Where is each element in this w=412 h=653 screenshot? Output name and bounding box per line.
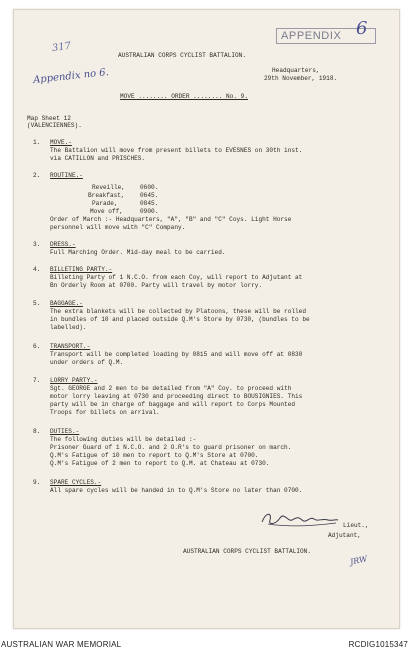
routine-note-line: Order of March :- Headquarters, "A", "B" and "C" Coys. Light Horse bbox=[50, 216, 292, 223]
section-body-line: labelled). bbox=[50, 324, 87, 331]
handwritten-initials: JRW bbox=[349, 554, 369, 567]
section-heading-duties: DUTIES.- bbox=[50, 428, 80, 435]
section-body-line: All spare cycles will be handed in to Q.M's Store no later than 0700. bbox=[50, 487, 303, 494]
routine-time: 0900. bbox=[140, 208, 159, 215]
section-body-line: Billeting Party of 1 N.C.O. from each Coy, will report to Adjutant at bbox=[50, 274, 303, 281]
section-body-line: Q.M's Fatigue of 2 men to report to Q.M. at Chateau at 0730. bbox=[50, 460, 270, 467]
section-number: 9. bbox=[33, 479, 41, 486]
section-heading-dress: DRESS.- bbox=[50, 241, 76, 248]
routine-time: 0645. bbox=[140, 192, 159, 199]
order-title: MOVE ........ ORDER ........ No. 9. bbox=[120, 93, 248, 100]
section-number: 6. bbox=[33, 343, 41, 350]
map-sheet: Map Sheet 12 bbox=[27, 115, 71, 122]
section-body-line: via CATILLON and PRISCHES. bbox=[50, 155, 146, 162]
section-body-line: Transport will be completed loading by 0815 and will move off at 0830 bbox=[50, 351, 303, 358]
routine-label: Move off, bbox=[90, 208, 123, 215]
handwritten-signature bbox=[258, 508, 340, 530]
section-body-line: Q.M's Fatigue of 10 men to report to Q.M's Store at 0700. bbox=[50, 452, 259, 459]
section-body-line: Troops for billets on arrival. bbox=[50, 409, 160, 416]
section-heading-baggage: BAGGAGE.- bbox=[50, 300, 83, 307]
section-body-line: under orders of Q.M. bbox=[50, 359, 124, 366]
section-number: 2. bbox=[33, 172, 41, 179]
section-number: 3. bbox=[33, 241, 41, 248]
routine-label: Parade, bbox=[92, 200, 118, 207]
appendix-note-handwritten: Appendix no 6. bbox=[32, 67, 110, 86]
section-heading-transport: TRANSPORT.- bbox=[50, 343, 91, 350]
routine-note-line: personnel will move with "C" Company. bbox=[50, 224, 186, 231]
unit-heading: AUSTRALIAN CORPS CYCLIST BATTALION. bbox=[118, 52, 246, 59]
section-body-line: The Battalion will move from present billets to EVESNES on 30th inst. bbox=[50, 147, 303, 154]
section-number: 4. bbox=[33, 266, 41, 273]
routine-label: Breakfast, bbox=[88, 192, 125, 199]
signature-role: Adjutant, bbox=[328, 532, 361, 539]
map-name: (VALENCIENNES). bbox=[27, 122, 82, 129]
header-date: 29th November, 1918. bbox=[264, 75, 338, 82]
section-number: 5. bbox=[33, 300, 41, 307]
footer-archive-name: AUSTRALIAN WAR MEMORIAL bbox=[1, 640, 122, 649]
routine-time: 0600. bbox=[140, 184, 159, 191]
section-number: 8. bbox=[33, 428, 41, 435]
header-location: Headquarters, bbox=[272, 67, 320, 74]
appendix-number-handwritten: 6 bbox=[356, 18, 368, 39]
signature-unit: AUSTRALIAN CORPS CYCLIST BATTALION. bbox=[183, 548, 311, 555]
routine-label: Reveille, bbox=[92, 184, 125, 191]
section-heading-billeting: BILLETING PARTY.- bbox=[50, 266, 113, 273]
section-number: 7. bbox=[33, 377, 41, 384]
section-body-line: Prisoner Guard of 1 N.C.O. and 2 O.R's to guard prisoner on march. bbox=[50, 444, 292, 451]
section-body-line: Full Marching Order. Mid-day meal to be carried. bbox=[50, 249, 226, 256]
section-heading-spare-cycles: SPARE CYCLES.- bbox=[50, 479, 102, 486]
signature-rank: Lieut., bbox=[343, 522, 369, 529]
section-heading-lorry-party: LORRY PARTY.- bbox=[50, 377, 98, 384]
routine-time: 0845. bbox=[140, 200, 159, 207]
section-body-line: Bn Orderly Room at 0700. Party will travel by motor lorry. bbox=[50, 282, 263, 289]
section-body-line: The following duties will be detailed :- bbox=[50, 436, 197, 443]
corner-number-handwritten: 317 bbox=[51, 40, 72, 55]
section-heading-routine: ROUTINE.- bbox=[50, 172, 83, 179]
section-heading-move: MOVE.- bbox=[50, 139, 72, 146]
section-body-line: motor lorry leaving at 0730 and proceeding direct to BOUSIGNIES. This bbox=[50, 393, 303, 400]
section-body-line: The extra blankets will be collected by Platoons, these will be rolled bbox=[50, 308, 306, 315]
section-body-line: party will be in charge of baggage and will report to Corps Mounted bbox=[50, 401, 296, 408]
section-body-line: in bundles of 10 and placed outside Q.M's Store by 0730, (bundles to be bbox=[50, 316, 310, 323]
section-number: 1. bbox=[33, 139, 41, 146]
section-body-line: Sgt. GEORGE and 2 men to be detailed from "A" Coy. to proceed with bbox=[50, 385, 292, 392]
appendix-stamp: APPENDIX bbox=[276, 28, 376, 44]
footer-item-id: RCDIG1015347 bbox=[348, 640, 408, 649]
